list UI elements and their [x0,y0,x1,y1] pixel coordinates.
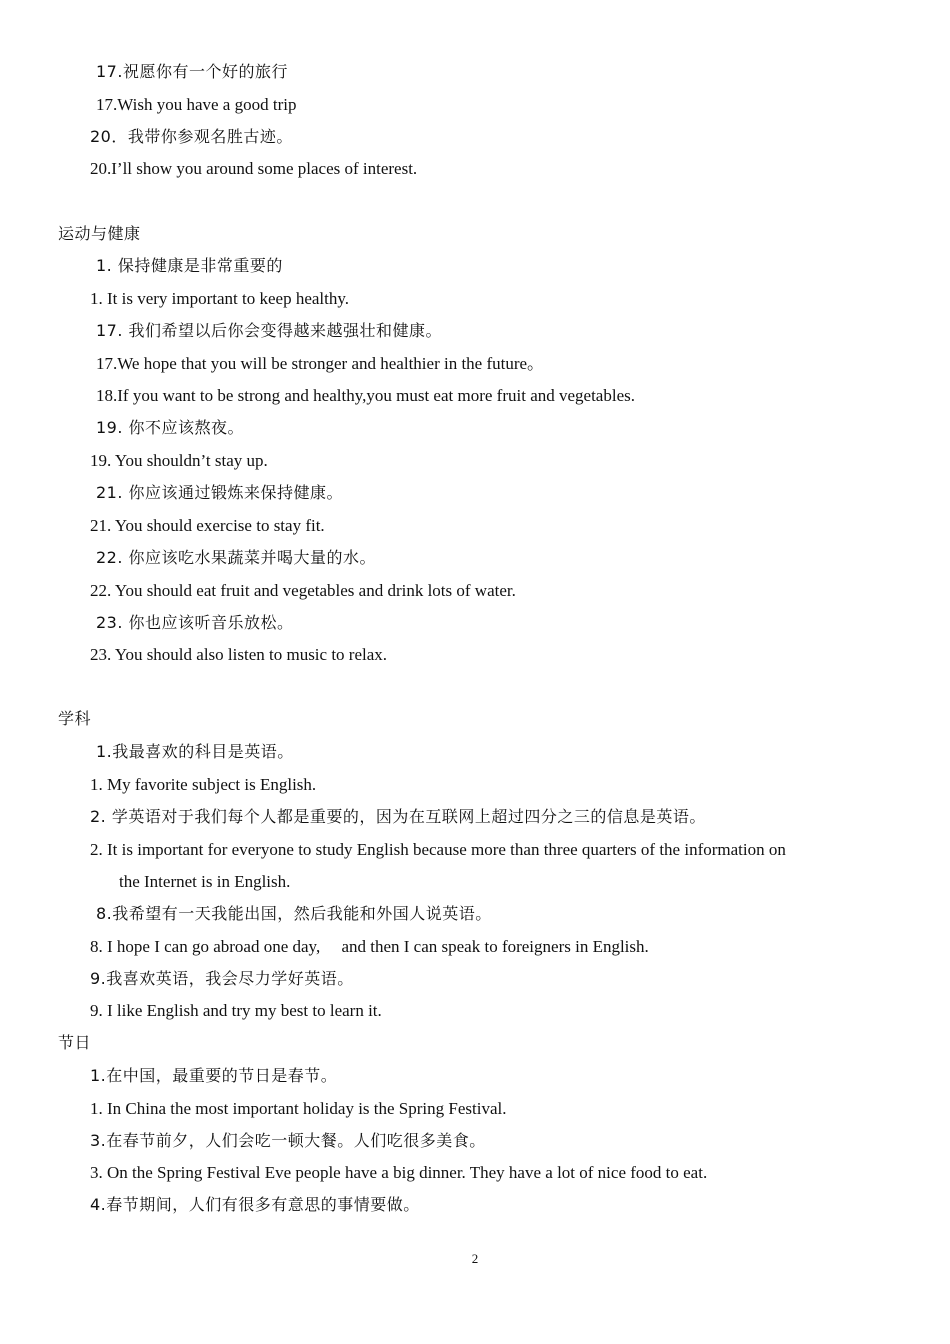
sports-line-en-1: 1. It is very important to keep healthy. [90,289,350,308]
festivals-line-en-1: 1. In China the most important holiday is the Spring Festival. [90,1099,507,1118]
festivals-line-en-3: 3. On the Spring Festival Eve people have a big dinner. They have a lot of nice food to eat. [90,1163,708,1182]
sports-line-zh-22: 22. 你应该吃水果蔬菜并喝大量的水。 [96,548,377,567]
subjects-line-en-1: 1. My favorite subject is English. [90,775,317,794]
travel-line-en-20: 20.I’ll show you around some places of interest. [90,159,418,178]
sports-line-zh-19: 19. 你不应该熬夜。 [96,418,245,437]
subjects-line-en-9: 9. I like English and try my best to learn it. [90,1001,382,1020]
section-heading-festivals: 节日 [58,1033,92,1052]
travel-line-en-17: 17.Wish you have a good trip [96,95,297,114]
subjects-line-zh-9: 9.我喜欢英语，我会尽力学好英语。 [90,969,354,988]
travel-line-zh-17: 17.祝愿你有一个好的旅行 [96,62,288,81]
festivals-line-zh-1: 1.在中国，最重要的节日是春节。 [90,1066,338,1085]
subjects-line-zh-8: 8.我希望有一天我能出国，然后我能和外国人说英语。 [96,904,492,923]
subjects-line-en-8: 8. I hope I can go abroad one day, and then I can speak to foreigners in English. [90,937,649,956]
sports-line-zh-1: 1. 保持健康是非常重要的 [96,256,283,275]
subjects-line-zh-1: 1.我最喜欢的科目是英语。 [96,742,294,761]
sports-line-en-17: 17.We hope that you will be stronger and healthier in the future。 [96,354,545,373]
subjects-line-en-2-cont: the Internet is in English. [119,872,291,891]
festivals-line-zh-3: 3.在春节前夕，人们会吃一顿大餐。人们吃很多美食。 [90,1131,486,1150]
section-heading-sports: 运动与健康 [58,224,141,243]
subjects-line-zh-2: 2. 学英语对于我们每个人都是重要的，因为在互联网上超过四分之三的信息是英语。 [90,807,706,826]
sports-line-en-23: 23. You should also listen to music to relax. [90,645,388,664]
sports-line-zh-21: 21. 你应该通过锻炼来保持健康。 [96,483,344,502]
page-number: 2 [471,1251,479,1266]
festivals-line-zh-4: 4.春节期间，人们有很多有意思的事情要做。 [90,1195,420,1214]
sports-line-zh-23: 23. 你也应该听音乐放松。 [96,613,294,632]
sports-line-en-21: 21. You should exercise to stay fit. [90,516,325,535]
sports-line-en-19: 19. You shouldn’t stay up. [90,451,268,470]
sports-line-zh-17: 17. 我们希望以后你会变得越来越强壮和健康。 [96,321,443,340]
sports-line-en-22: 22. You should eat fruit and vegetables and drink lots of water. [90,581,516,600]
section-heading-subjects: 学科 [58,709,92,728]
travel-line-zh-20: 20．我带你参观名胜古迹。 [90,127,293,146]
sports-line-en-18: 18.If you want to be strong and healthy,you must eat more fruit and vegetables. [96,386,635,405]
subjects-line-en-2: 2. It is important for everyone to study English because more than three quarters of the information on [90,840,786,859]
